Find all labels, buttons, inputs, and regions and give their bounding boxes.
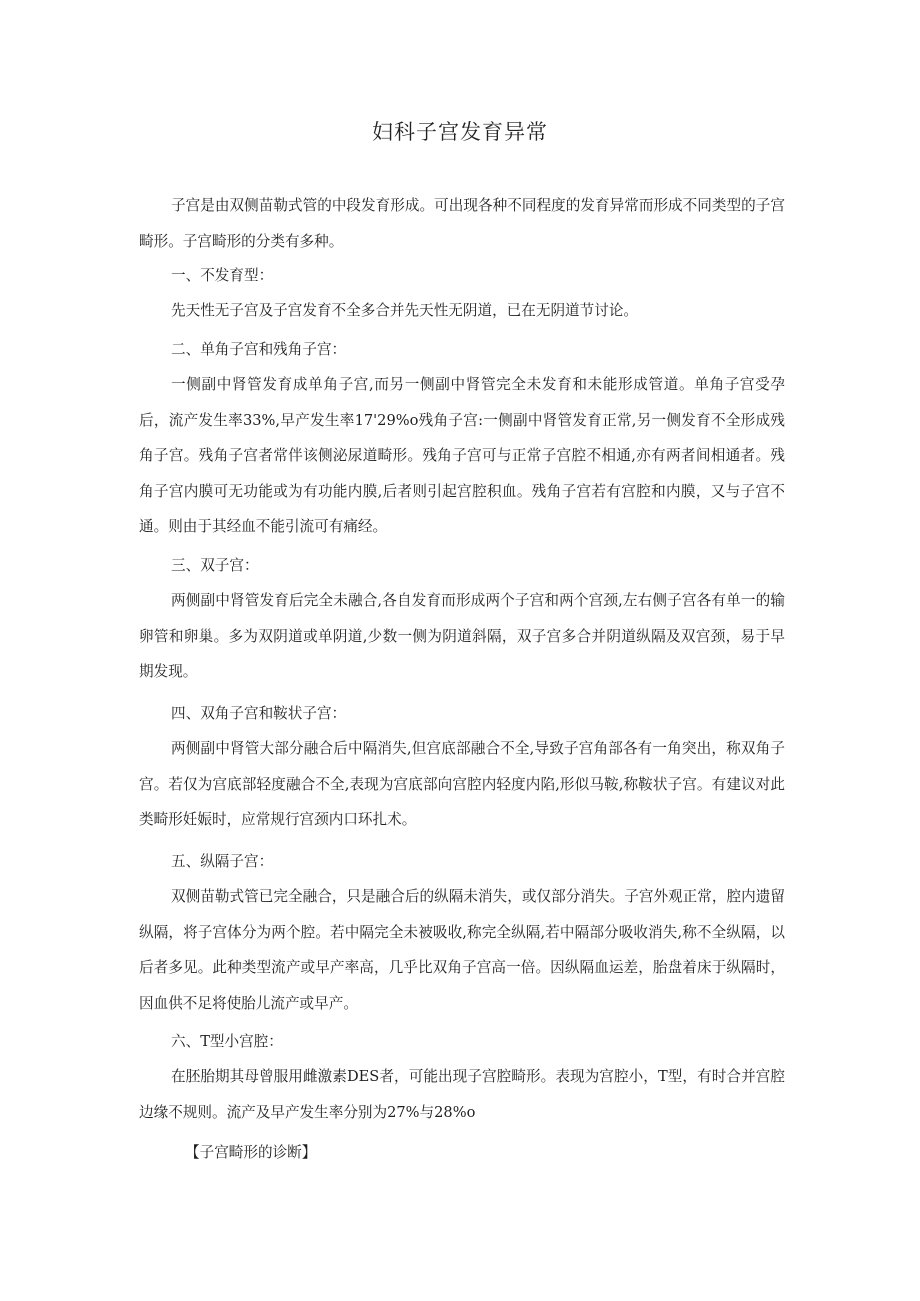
section-5-heading: 五、纵隔子宫： (171, 853, 274, 870)
section-2-body: 一侧副中肾管发育成单角子宫,而另一侧副中肾管完全未发育和未能形成管道。单角子宫受孕后，流产发生率33%,早产发生率17'29%o残角子宫:一侧副中肾管发育正常,另一侧发育不全形成残角子宫。残角子宫者常伴该侧泌尿道畸形。残角子宫可与正常子宫腔不相通,亦有两者间相通者。残角子宫内膜可无功能或为有功能内膜,后者则引起宫腔积血。残角子宫若有宫腔和内膜，又与子宫不通。则由于其经血不能引流可有痛经。 (139, 376, 785, 535)
section-6-heading: 六、T型小宫腔： (171, 1033, 283, 1050)
section-4-heading: 四、双角子宫和鞍状子宫： (171, 705, 347, 722)
section-5-body: 双侧苗勒式管已完全融合，只是融合后的纵隔未消失，或仅部分消失。子宫外观正常，腔内遗留纵隔，将子宫体分为两个腔。若中隔完全未被吸收,称完全纵隔,若中隔部分吸收消失,称不全纵隔，以后者多见。此种类型流产或早产率高，几乎比双角子宫高一倍。因纵隔血运差，胎盘着床于纵隔时，因血供不足将使胎儿流产或早产。 (139, 888, 785, 1012)
section-4-body: 两侧副中肾管大部分融合后中隔消失,但宫底部融合不全,导致子宫角部各有一角突出，称双角子宫。若仅为宫底部轻度融合不全,表现为宫底部向宫腔内轻度内陷,形似马鞍,称鞍状子宫。有建议对此类畸形妊娠时，应常规行宫颈内口环扎术。 (139, 740, 785, 828)
section-1-heading: 一、不发育型： (171, 267, 274, 284)
page-title: 妇科子宫发育异常 (372, 120, 548, 144)
section-3-body: 两侧副中肾管发育后完全未融合,各自发育而形成两个子宫和两个宫颈,左右侧子宫各有单一的输卵管和卵巢。多为双阴道或单阴道,少数一侧为阴道斜隔，双子宫多合并阴道纵隔及双宫颈，易于早期发现。 (139, 592, 785, 680)
section-3-heading: 三、双子宫： (171, 557, 259, 574)
diagnosis-heading: 【子宫畸形的诊断】 (185, 1144, 317, 1161)
section-1-body: 先天性无子宫及子宫发育不全多合并先天性无阴道，已在无阴道节讨论。 (171, 302, 639, 319)
intro-paragraph: 子宫是由双侧苗勒式管的中段发育形成。可出现各种不同程度的发育异常而形成不同类型的子宫畸形。子宫畸形的分类有多种。 (139, 197, 785, 250)
section-6-body: 在胚胎期其母曾服用雌激素DES者，可能出现子宫腔畸形。表现为宫腔小，T型，有时合并宫腔边缘不规则。流产及早产发生率分别为27%与28%o (139, 1068, 785, 1121)
section-2-heading: 二、单角子宫和残角子宫： (171, 341, 347, 358)
